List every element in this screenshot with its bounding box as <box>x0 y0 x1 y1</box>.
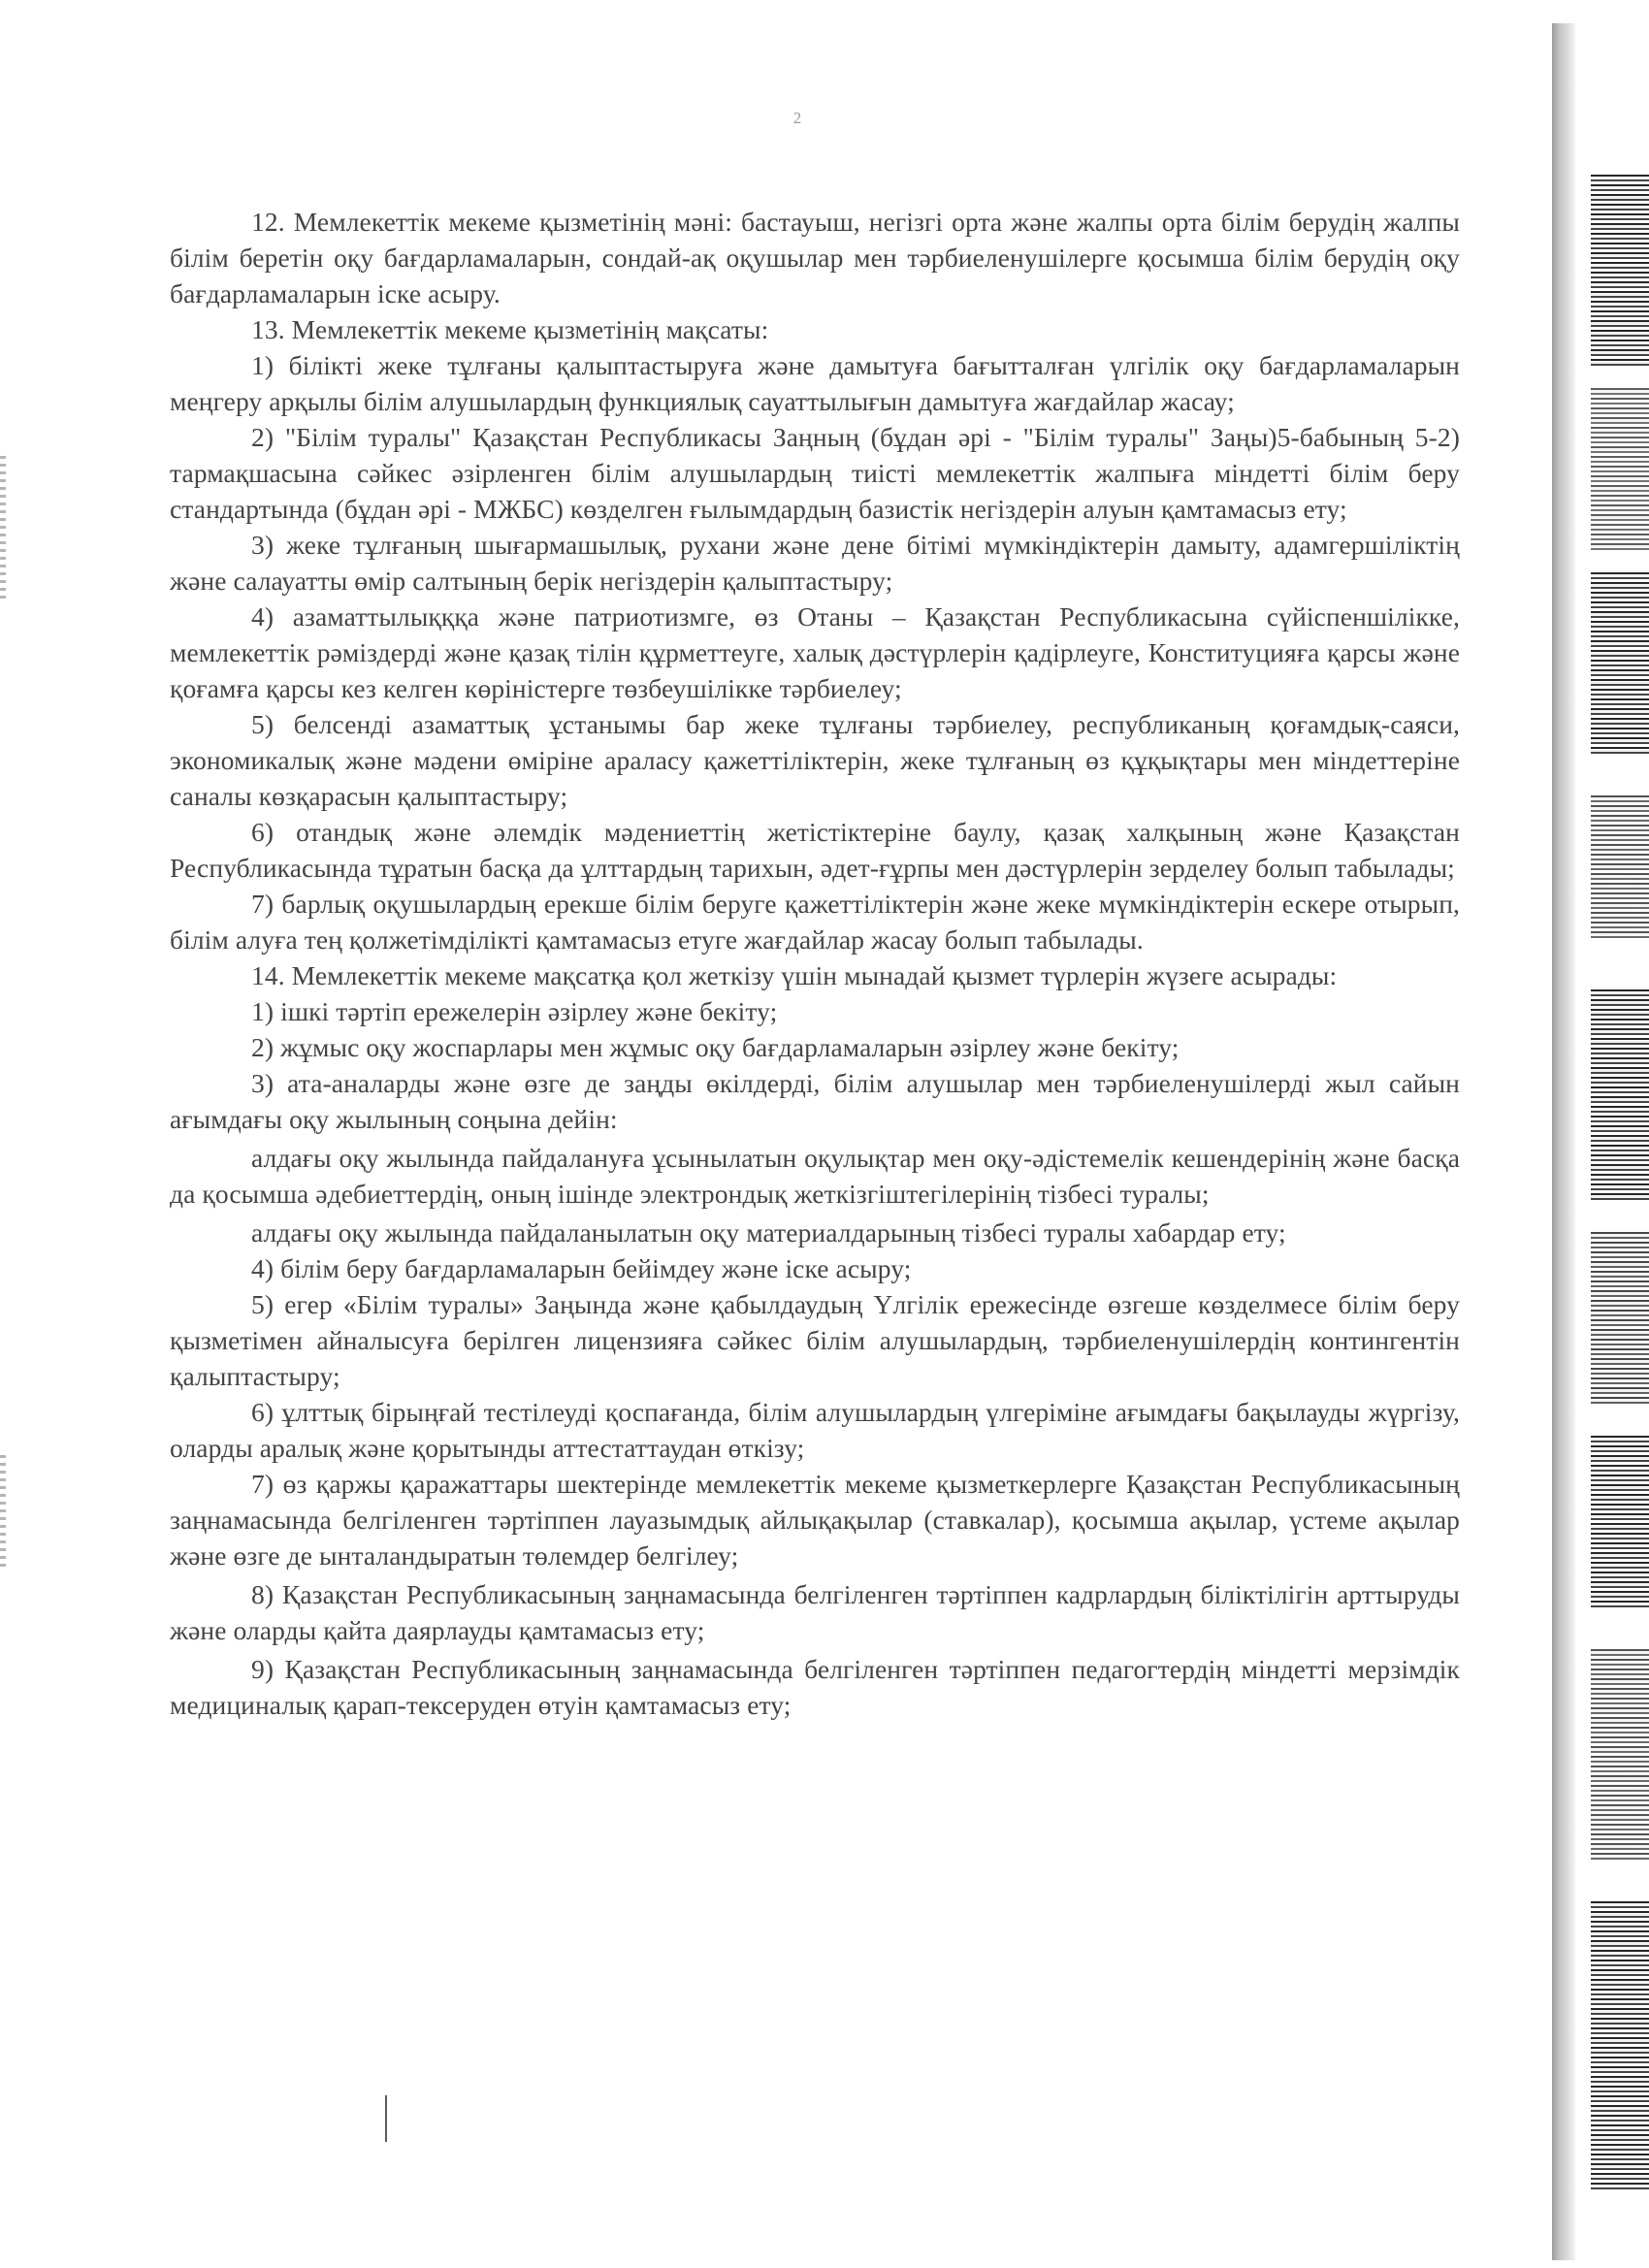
paragraph-12: 12. Мемлекеттік мекеме қызметінің мәні: бастауыш, негізгі орта және жалпы орта білім берудің жалпы білім беретін оқу бағдарламаларын, сондай-ақ оқушылар мен тәрбиеленушілерге қосымша білім берудің оқу бағдарламаларын іске асыру. <box>170 207 1460 308</box>
paragraph-14-item-4: 4) білім беру бағдарламаларын бейімдеу және іске асыру; <box>251 1253 912 1283</box>
paragraph-13-item-1: 1) білікті жеке тұлғаны қалыптастыруға және дамытуға бағытталған үлгілік оқу бағдарламаларын меңгеру арқылы білім алушылардың функциялық сауаттылығын дамытуға жағдайлар жасау; <box>170 350 1460 416</box>
scan-edge-noise <box>1591 1901 1649 2192</box>
page-number: 2 <box>792 109 802 127</box>
paragraph-13-item-2: 2) "Білім туралы" Қазақстан Республикасы Заңның (бұдан әрі - "Білім туралы" Заңы)5-бабының 5-2) тармақшасына сәйкес әзірленген білім алушылардың тиісті мемлекеттік жалпыға міндетті білім беру стандартында (бұдан әрі - МЖБС) көзделген ғылымдардың базистік негіздерін алуын қамтамасыз ету; <box>170 422 1460 524</box>
scan-edge-noise <box>1591 572 1649 757</box>
paragraph-13-item-3: 3) жеке тұлғаның шығармашылық, рухани және дене бітімі мүмкіндіктерін дамыту, адамгершіліктің және салауатты өмір салтының берік негіздерін қалыптастыру; <box>170 530 1460 596</box>
paragraph-14-item-3: 3) ата-аналарды және өзге де заңды өкілдерді, білім алушылар мен тәрбиеленушілерді жыл сайын ағымдағы оқу жылының соңына дейін: <box>170 1068 1460 1134</box>
scan-left-edge-mark <box>0 456 6 601</box>
scan-edge-noise <box>1591 388 1649 553</box>
scan-edge-noise <box>1591 1649 1649 1863</box>
scan-edge-noise <box>1591 795 1649 941</box>
paragraph-14-item-9: 9) Қазақстан Республикасының заңнамасында белгіленген тәртіппен педагогтердің міндетті мерзімдік медициналық қарап-тексеруден өтуін қамтамасыз ету; <box>170 1654 1460 1720</box>
scan-edge-noise <box>1591 1436 1649 1610</box>
paragraph-14-item-3-textbooks: алдағы оқу жылында пайдалануға ұсынылатын оқулықтар мен оқу-әдістемелік кешендерінің және басқа да қосымша әдебиеттердің, оның ішінде электрондық жеткізгіштегілерінің тізбесі туралы; <box>170 1143 1460 1209</box>
paragraph-13-item-7: 7) барлық оқушылардың ерекше білім беруге қажеттіліктерін және жеке мүмкіндіктерін ескере отырып, білім алуға тең қолжетімділікті қамтамасыз етуге жағдайлар жасау болып табылады. <box>170 889 1460 955</box>
paragraph-14-heading: 14. Мемлекеттік мекеме мақсатқа қол жеткізу үшін мынадай қызмет түрлерін жүзеге асырады: <box>251 960 1338 990</box>
paragraph-14-item-2: 2) жұмыс оқу жоспарлары мен жұмыс оқу бағдарламаларын әзірлеу және бекіту; <box>251 1032 1180 1062</box>
paragraph-14-item-8: 8) Қазақстан Республикасының заңнамасында белгіленген тәртіппен кадрлардың біліктілігін арттыруды және оларды қайта даярлауды қамтамасыз ету; <box>170 1579 1460 1645</box>
paragraph-13-item-5: 5) белсенді азаматтық ұстанымы бар жеке тұлғаны тәрбиелеу, республиканың қоғамдық-саяси, экономикалық және мәдени өміріне араласу қажеттіліктерін, жеке тұлғаның өз құқықтары мен міндеттеріне саналы көзқарасын қалыптастыру; <box>170 709 1460 811</box>
paragraph-14-item-6: 6) ұлттық бірыңғай тестілеуді қоспағанда, білім алушылардың үлгеріміне ағымдағы бақылауды жүргізу, оларды аралық және қорытынды аттестаттаудан өткізу; <box>170 1397 1460 1463</box>
paragraph-14-item-3-materials: алдағы оқу жылында пайдаланылатын оқу материалдарының тізбесі туралы хабардар ету; <box>251 1217 1286 1247</box>
scan-edge-strip <box>1552 23 1575 2260</box>
pen-mark <box>385 2095 387 2142</box>
scan-edge-noise <box>1591 175 1649 369</box>
paragraph-13-item-4: 4) азаматтылықққа және патриотизмге, өз Отаны – Қазақстан Республикасына сүйіспеншілікке, мемлекеттік рәміздерді және қазақ тілін құрметтеуге, халық дәстүрлерін қадірлеуге, Конституцияға қарсы және қоғамға қарсы кез келген көріністерге төзбеушілікке тәрбиелеу; <box>170 601 1460 703</box>
paragraph-14-item-1: 1) ішкі тәртіп ережелерін әзірлеу және бекіту; <box>251 996 778 1026</box>
scan-edge-noise <box>1591 989 1649 1203</box>
paragraph-14-item-7: 7) өз қаржы қаражаттары шектерінде мемлекеттік мекеме қызметкерлерге Қазақстан Республикасының заңнамасында белгіленген тәртіппен лауазымдық айлықақылар (ставкалар), қосымша ақылар, үстеме ақылар және өзге де ынталандыратын төлемдер белгілеу; <box>170 1469 1460 1571</box>
document-body <box>170 204 1460 1723</box>
paragraph-13-item-6: 6) отандық және әлемдік мәдениеттің жетістіктеріне баулу, қазақ халқының және Қазақстан Республикасында тұратын басқа да ұлттардың тарихын, әдет-ғұрпы мен дәстүрлерін зерделеу болып табылады; <box>170 817 1460 883</box>
paragraph-13-heading: 13. Мемлекеттік мекеме қызметінің мақсаты: <box>251 314 769 344</box>
paragraph-14-item-5: 5) егер «Білім туралы» Заңында және қабылдаудың Үлгілік ережесінде өзгеше көзделмесе білім беру қызметімен айналысуға берілген лицензияға сәйкес білім алушылардың, тәрбиеленушілердің контингентін қалыптастыру; <box>170 1289 1460 1391</box>
scan-edge <box>1552 0 1649 2268</box>
scan-left-edge-mark <box>0 1455 6 1571</box>
scan-edge-noise <box>1591 1232 1649 1407</box>
